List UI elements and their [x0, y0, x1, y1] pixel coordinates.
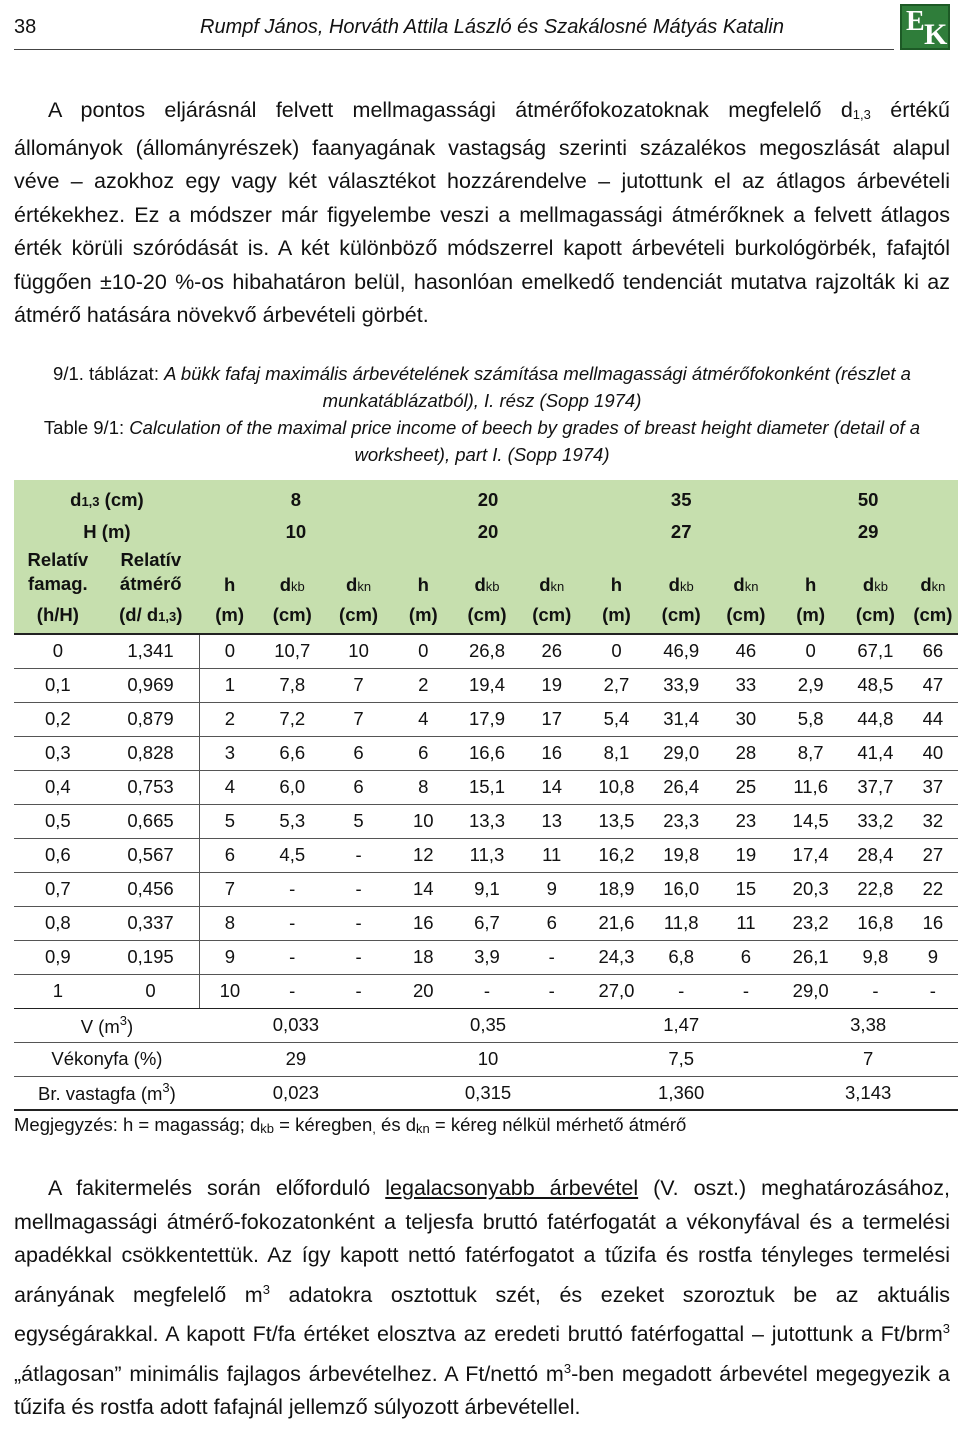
table-cell: 16,6: [455, 736, 520, 770]
table-cell: 6: [200, 838, 260, 872]
table-cell: 40: [908, 736, 958, 770]
group-height: 10: [200, 516, 392, 548]
table-cell: 29,0: [649, 736, 714, 770]
table-cell: 11: [519, 838, 584, 872]
summary-value: 10: [392, 1042, 584, 1076]
table-cell: 16: [392, 906, 455, 940]
table-cell: 33,2: [843, 804, 908, 838]
table-cell: 6: [519, 906, 584, 940]
table-cell: 0,195: [102, 940, 200, 974]
table-cell: -: [649, 974, 714, 1008]
summary-value: 7: [778, 1042, 958, 1076]
unit-cm: (cm): [843, 596, 908, 634]
table-cell: 9,8: [843, 940, 908, 974]
col-h: h: [392, 548, 455, 596]
table-cell: 17: [519, 702, 584, 736]
table-row: [14, 702, 958, 736]
table-cell: 0,337: [102, 906, 200, 940]
table-cell: -: [259, 872, 325, 906]
unit-m: (m): [200, 596, 260, 634]
summary-row: [14, 1008, 958, 1042]
table-cell: 18,9: [584, 872, 649, 906]
table-cell: 0,1: [14, 668, 102, 702]
table-cell: 32: [908, 804, 958, 838]
table-cell: 8: [200, 906, 260, 940]
body-paragraph: [14, 1172, 950, 1425]
group-diameter: 20: [392, 480, 584, 516]
caption-label: Table 9/1:: [43, 417, 130, 438]
table-cell: 19: [714, 838, 779, 872]
table-cell: 31,4: [649, 702, 714, 736]
table-cell: 11,6: [778, 770, 843, 804]
table-caption-english: [14, 414, 950, 468]
table-cell: 22: [908, 872, 958, 906]
table-cell: -: [259, 906, 325, 940]
table-cell: 44: [908, 702, 958, 736]
unit-cm: (cm): [519, 596, 584, 634]
table-cell: 5: [325, 804, 392, 838]
table-cell: 22,8: [843, 872, 908, 906]
table-cell: 46,9: [649, 634, 714, 668]
table-cell: 3: [200, 736, 260, 770]
summary-value: 29: [200, 1042, 392, 1076]
table-cell: -: [519, 940, 584, 974]
col-dkb: dkb: [259, 548, 325, 596]
table-cell: 0,8: [14, 906, 102, 940]
journal-logo: [900, 4, 950, 50]
table-cell: 46: [714, 634, 779, 668]
table-cell: 8: [392, 770, 455, 804]
table-cell: 19,4: [455, 668, 520, 702]
col-dkn: dkn: [714, 548, 779, 596]
table-cell: 14: [519, 770, 584, 804]
summary-row: [14, 1076, 958, 1110]
table-cell: 10: [325, 634, 392, 668]
unit-cm: (cm): [649, 596, 714, 634]
table-cell: 2: [200, 702, 260, 736]
table-cell: 20: [392, 974, 455, 1008]
table-cell: 14: [392, 872, 455, 906]
table-cell: 3,9: [455, 940, 520, 974]
table-cell: 6,0: [259, 770, 325, 804]
table-cell: 16,0: [649, 872, 714, 906]
group-height: 27: [584, 516, 778, 548]
table-cell: 29,0: [778, 974, 843, 1008]
table-cell: 16: [519, 736, 584, 770]
table-cell: 0,2: [14, 702, 102, 736]
table-cell: 0,567: [102, 838, 200, 872]
height-label: H (m): [14, 516, 200, 548]
text: -ben megadott árbevétel megegyezik a tűzifa és rostfa adott fafajnál jellemző súlyozott árbevétellel.: [14, 1361, 950, 1419]
col-h: h: [778, 548, 843, 596]
diameter-label: d1,3 (cm): [14, 480, 200, 516]
table-cell: 26,1: [778, 940, 843, 974]
table-cell: 0,5: [14, 804, 102, 838]
table-cell: 9: [908, 940, 958, 974]
unit-cm: (cm): [455, 596, 520, 634]
table-cell: 5,4: [584, 702, 649, 736]
table-cell: 7: [325, 668, 392, 702]
table-cell: 0,828: [102, 736, 200, 770]
table-cell: 26,8: [455, 634, 520, 668]
summary-value: 3,38: [778, 1008, 958, 1042]
table-cell: 14,5: [778, 804, 843, 838]
table-cell: 4: [392, 702, 455, 736]
col-dkn: dkn: [325, 548, 392, 596]
table-cell: 21,6: [584, 906, 649, 940]
table-cell: 16,8: [843, 906, 908, 940]
underlined-term: legalacsonyabb árbevétel: [385, 1176, 639, 1200]
table-cell: 2,9: [778, 668, 843, 702]
table-row: [14, 940, 958, 974]
table-cell: 37: [908, 770, 958, 804]
table-cell: 41,4: [843, 736, 908, 770]
summary-row: [14, 1042, 958, 1076]
text: értékű állományok (állományrészek) faanyagának vastagság szerinti százalékos megoszlását alapul véve – azokhoz egy vagy két választékot hozzárendelve – jutottunk el az átlagos árbevételi értékekhez. Ez a módszer már figyelembe veszi a mellmagassági átmérőknek a felvett átlagos érték körüli szóródását is. A két különböző módszerrel kapott árbevételi burkológörbék, fafajtól függően ±10-20 %-os hibahatáron belül, hasonlóan emelkedő tendenciát mutatva rajzolták ki az átmérő hatására növekvő árbevételi görbét.: [14, 98, 950, 327]
group-height: 20: [392, 516, 584, 548]
header-row-columns: [14, 548, 958, 596]
table-cell: 23,3: [649, 804, 714, 838]
summary-value: 0,033: [200, 1008, 392, 1042]
superscript: 3: [262, 1281, 270, 1297]
table-row: [14, 906, 958, 940]
summary-label: V $(m^3)$: [14, 1008, 200, 1042]
table-row: [14, 974, 958, 1008]
group-diameter: 35: [584, 480, 778, 516]
table-cell: 20,3: [778, 872, 843, 906]
summary-value: 1,47: [584, 1008, 778, 1042]
table-cell: 8,7: [778, 736, 843, 770]
table-cell: 10,8: [584, 770, 649, 804]
summary-value: 0,35: [392, 1008, 584, 1042]
header-row-units: [14, 596, 958, 634]
table-cell: 23,2: [778, 906, 843, 940]
logo-letter-k: K: [924, 18, 948, 51]
table-body: [14, 634, 958, 1008]
table-cell: 27,0: [584, 974, 649, 1008]
superscript: 3: [942, 1321, 950, 1336]
caption-text: A bükk fafaj maximális árbevételének számítása mellmagassági átmérőfokonként (részlet a munkatáblázatból), I. rész (Sopp 1974): [164, 363, 911, 411]
unit-rel-diameter: (d/ d1,3): [102, 596, 200, 634]
table-cell: 6: [714, 940, 779, 974]
table-cell: 7: [325, 702, 392, 736]
table-cell: 0,9: [14, 940, 102, 974]
col-dkn: dkn: [519, 548, 584, 596]
table-cell: 48,5: [843, 668, 908, 702]
table-note: Megjegyzés: h = magasság; $d_{kb}$ = kéregben$_,$ és $d_{kn}$ = kéreg nélkül mérhető átmérő: [14, 1114, 687, 1136]
table-cell: 0,4: [14, 770, 102, 804]
table-cell: 16: [908, 906, 958, 940]
table-cell: 11,8: [649, 906, 714, 940]
summary-value: 7,5: [584, 1042, 778, 1076]
table-cell: 7,2: [259, 702, 325, 736]
unit-m: (m): [778, 596, 843, 634]
table-cell: 30: [714, 702, 779, 736]
table-cell: -: [843, 974, 908, 1008]
table-cell: -: [259, 974, 325, 1008]
table-cell: 0: [14, 634, 102, 668]
table-cell: 1,341: [102, 634, 200, 668]
table-row: [14, 872, 958, 906]
table-cell: 6,6: [259, 736, 325, 770]
table-cell: 11: [714, 906, 779, 940]
table-cell: 28: [714, 736, 779, 770]
table-cell: 17,9: [455, 702, 520, 736]
header-row-height: [14, 516, 958, 548]
table-cell: 28,4: [843, 838, 908, 872]
table-cell: -: [714, 974, 779, 1008]
table-cell: 27: [908, 838, 958, 872]
table-cell: 7: [200, 872, 260, 906]
table-cell: 13,5: [584, 804, 649, 838]
table-cell: 5,8: [778, 702, 843, 736]
table-cell: -: [455, 974, 520, 1008]
table-cell: 0: [102, 974, 200, 1008]
table-cell: -: [325, 906, 392, 940]
table-cell: 0: [200, 634, 260, 668]
text: A pontos eljárásnál felvett mellmagassági átmérőfokozatoknak megfelelő d: [48, 98, 853, 122]
caption-text: Calculation of the maximal price income of beech by grades of breast height diameter (detail of a worksheet), part I. (Sopp 1974): [129, 417, 921, 465]
col-dkb: dkb: [649, 548, 714, 596]
text: adatokra osztottuk szét, és ezeket szoroztuk be az aktuális egységárakkal. A kapott Ft/fa értéket elosztva az eredeti bruttó fatérfogattal – jutottunk a Ft/brm: [14, 1282, 950, 1346]
summary-value: 3,143: [778, 1076, 958, 1110]
relative-diameter-header: Relatív átmérő: [102, 548, 200, 596]
table-cell: 10: [392, 804, 455, 838]
text: „átlagosan” minimális fajlagos árbevételhez. A Ft/nettó m: [14, 1361, 564, 1386]
running-title: Rumpf János, Horváth Attila László és Szakálosné Mátyás Katalin: [200, 16, 784, 38]
table-cell: 2,7: [584, 668, 649, 702]
table-cell: 0,456: [102, 872, 200, 906]
table-cell: -: [519, 974, 584, 1008]
unit-m: (m): [584, 596, 649, 634]
table-cell: 19,8: [649, 838, 714, 872]
table-cell: 18: [392, 940, 455, 974]
table-cell: 19: [519, 668, 584, 702]
subscript: 1,3: [852, 107, 871, 122]
table-row: [14, 668, 958, 702]
col-dkn: dkn: [908, 548, 958, 596]
relative-height-header: Relatív famag.: [14, 548, 102, 596]
table-cell: 1: [200, 668, 260, 702]
table-row: [14, 770, 958, 804]
table-cell: 2: [392, 668, 455, 702]
table-cell: 26,4: [649, 770, 714, 804]
table-cell: 6,7: [455, 906, 520, 940]
table-cell: 8,1: [584, 736, 649, 770]
summary-value: 1,360: [584, 1076, 778, 1110]
table-summary: [14, 1008, 958, 1110]
col-dkb: dkb: [843, 548, 908, 596]
table-cell: 4,5: [259, 838, 325, 872]
table-cell: 11,3: [455, 838, 520, 872]
table-cell: 0,969: [102, 668, 200, 702]
table-cell: -: [325, 974, 392, 1008]
col-dkb: dkb: [455, 548, 520, 596]
table-cell: 67,1: [843, 634, 908, 668]
table-cell: 10,7: [259, 634, 325, 668]
table-cell: -: [325, 838, 392, 872]
table-cell: 5,3: [259, 804, 325, 838]
table-cell: -: [908, 974, 958, 1008]
col-h: h: [200, 548, 260, 596]
table-cell: 25: [714, 770, 779, 804]
table-row: [14, 838, 958, 872]
table-cell: 1: [14, 974, 102, 1008]
table-cell: 10: [200, 974, 260, 1008]
table-caption-hungarian: [14, 360, 950, 414]
unit-cm: (cm): [908, 596, 958, 634]
table-cell: 0,6: [14, 838, 102, 872]
table-cell: 66: [908, 634, 958, 668]
table-cell: 15: [714, 872, 779, 906]
table-cell: 16,2: [584, 838, 649, 872]
unit-rel-height: (h/H): [14, 596, 102, 634]
logo-letter-e: E: [906, 6, 925, 37]
group-diameter: 50: [778, 480, 958, 516]
summary-label: Vékonyfa (%): [14, 1042, 200, 1076]
table-cell: 13,3: [455, 804, 520, 838]
unit-cm: (cm): [714, 596, 779, 634]
unit-cm: (cm): [259, 596, 325, 634]
table-cell: 6,8: [649, 940, 714, 974]
table-cell: -: [259, 940, 325, 974]
table-cell: -: [325, 872, 392, 906]
table-cell: 13: [519, 804, 584, 838]
table-cell: 0,7: [14, 872, 102, 906]
table-cell: 12: [392, 838, 455, 872]
table-cell: 6: [392, 736, 455, 770]
group-height: 29: [778, 516, 958, 548]
table-cell: 17,4: [778, 838, 843, 872]
text: (V. oszt.) meghatározásához, mellmagassági átmérő-fokozatonként a teljesfa bruttó fatérfogatát a vékonyfával és a termelési apadékkal csökkentettük. Az így kapott nettó fatérfogatot a tűzifa és rostfa tényleges termelési arányának megfelelő m: [14, 1176, 950, 1307]
table-cell: 24,3: [584, 940, 649, 974]
summary-value: 0,315: [392, 1076, 584, 1110]
table-cell: 9: [200, 940, 260, 974]
caption-label: 9/1. táblázat:: [53, 363, 165, 384]
text: A fakitermelés során előforduló: [48, 1176, 386, 1200]
intro-paragraph: [14, 94, 950, 333]
table-cell: 5: [200, 804, 260, 838]
table-cell: 33: [714, 668, 779, 702]
unit-m: (m): [392, 596, 455, 634]
table-cell: 15,1: [455, 770, 520, 804]
table-cell: 33,9: [649, 668, 714, 702]
table-row: [14, 804, 958, 838]
table-cell: 47: [908, 668, 958, 702]
unit-cm: (cm): [325, 596, 392, 634]
col-h: h: [584, 548, 649, 596]
table-row: [14, 736, 958, 770]
superscript: 3: [563, 1360, 572, 1376]
group-diameter: 8: [200, 480, 392, 516]
table-cell: 7,8: [259, 668, 325, 702]
table-cell: 6: [325, 770, 392, 804]
table-cell: 6: [325, 736, 392, 770]
table-cell: 0: [584, 634, 649, 668]
table-cell: 37,7: [843, 770, 908, 804]
table-cell: 0,753: [102, 770, 200, 804]
table-cell: 23: [714, 804, 779, 838]
page-header: [14, 14, 894, 50]
table-cell: 0,665: [102, 804, 200, 838]
table-cell: 26: [519, 634, 584, 668]
table-cell: 0,879: [102, 702, 200, 736]
summary-label: Br. vastagfa $(m^3)$: [14, 1076, 200, 1110]
table-cell: 9: [519, 872, 584, 906]
table-cell: 9,1: [455, 872, 520, 906]
table-cell: 0: [392, 634, 455, 668]
header-row-diameter: [14, 480, 958, 516]
page-number: 38: [14, 16, 37, 38]
table-cell: 4: [200, 770, 260, 804]
table-cell: 0: [778, 634, 843, 668]
table-cell: 0,3: [14, 736, 102, 770]
table-row: [14, 634, 958, 668]
beech-income-table: [14, 480, 958, 1111]
summary-value: 0,023: [200, 1076, 392, 1110]
table-cell: 44,8: [843, 702, 908, 736]
table-cell: -: [325, 940, 392, 974]
